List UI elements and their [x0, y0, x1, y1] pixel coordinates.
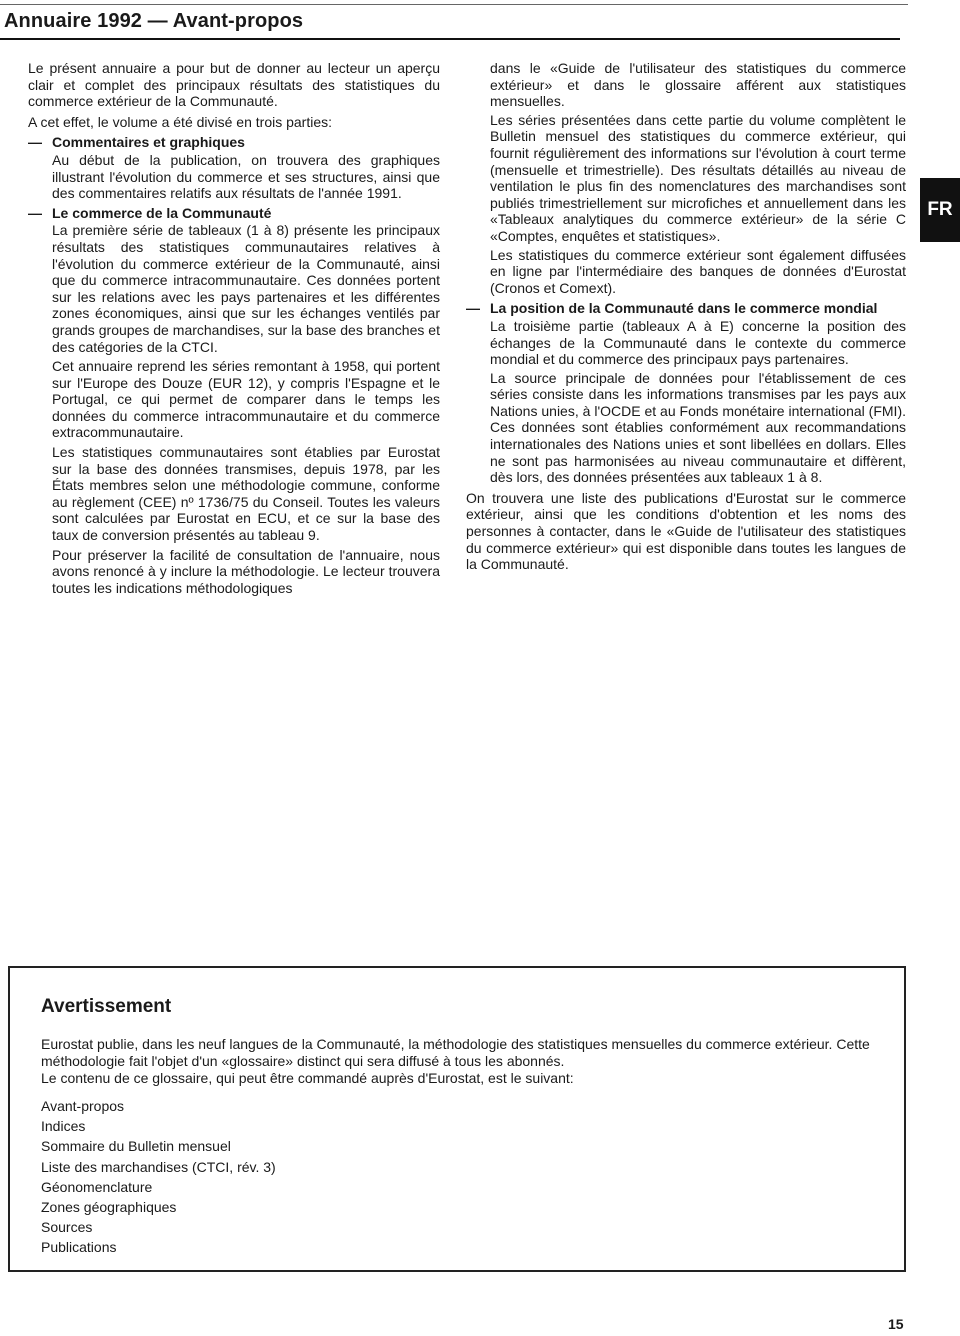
list-item: Sources: [41, 1219, 93, 1236]
list-item: Indices: [41, 1118, 86, 1135]
section-heading-text: La position de la Communauté dans le commerce mondial: [490, 300, 878, 317]
language-tab: FR: [920, 178, 960, 242]
glossary-contents-list: [41, 1096, 276, 1258]
right-column: [466, 60, 906, 577]
section-paragraph: Pour préserver la facilité de consultation de l'annuaire, nous avons renoncé à y inclure la méthodologie. Le lecteur trouvera toutes les indications méthodologiques: [52, 546, 440, 596]
section-heading-text: Le commerce de la Communauté: [52, 204, 272, 221]
section-body: La troisième partie (tableaux A à E) concerne la position des échanges de la Communauté dans le contexte du commerce mondial et du commerce des principaux pays partenaires.: [490, 317, 906, 368]
section-heading-commerce: [28, 205, 440, 222]
section-paragraph: La source principale de données pour l'établissement de ces séries consiste dans les informations transmises par les pays aux Nations unies, à l'OCDE et au Fonds monétaire international (FMI). Ces données sont établies conformément aux recommandations internationales des Nations unies et sont libellées en dollars. Elles ne sont pas harmonisées au niveau communautaire et diffèrent, dès lors, des données présentées aux tableaux 1 à 8.: [490, 369, 906, 486]
header-rule: [0, 38, 900, 40]
closing-paragraph: On trouvera une liste des publications d'Eurostat sur le commerce extérieur, ainsi que les conditions d'obtention et les noms des personnes à contacter, dans le «Guide de l'utilisateur des statistiques du commerce extérieur» qui est disponible dans toutes les langues de la Communauté.: [466, 489, 906, 573]
series-paragraph: Les séries présentées dans cette partie du volume complètent le Bulletin mensuel des statistiques du commerce extérieur, qui fournit régulièrement des informations sur l'évolution à court terme (mensuelle et trimestrielle). Des résultats détaillés au niveau de ventilation le plus fin des nomenclatures des marchandises sont publiés trimestriellement sur microfiches et annuellement dans les «Tableaux analytiques du commerce extérieur» de la série C «Comptes, enquêtes et statistiques».: [490, 111, 906, 244]
section-heading-commentaires: [28, 134, 440, 151]
notice-paragraph: Le contenu de ce glossaire, qui peut être commandé auprès d'Eurostat, est le suivant:: [41, 1070, 574, 1086]
em-dash: —: [28, 204, 42, 221]
notice-body: [41, 1036, 871, 1087]
intro-paragraph: Le présent annuaire a pour but de donner au lecteur un aperçu clair et complet des principaux résultats des statistiques du commerce extérieur de la Communauté.: [28, 60, 440, 110]
list-item: Géonomenclature: [41, 1178, 153, 1195]
division-paragraph: A cet effet, le volume a été divisé en trois parties:: [28, 113, 333, 130]
section-body: Au début de la publication, on trouvera des graphiques illustrant l'évolution du commerce et ses structures, ainsi que des commentaires relatifs aux résultats de l'année 1991.: [52, 151, 440, 202]
em-dash: —: [28, 134, 42, 151]
list-item: Avant-propos: [41, 1098, 125, 1114]
section-heading-text: Commentaires et graphiques: [52, 134, 245, 151]
list-item: Liste des marchandises (CTCI, rév. 3): [41, 1158, 276, 1175]
list-item: Zones géographiques: [41, 1199, 177, 1216]
left-column: [28, 60, 440, 599]
list-item: Publications: [41, 1239, 117, 1256]
section-heading-position: [466, 300, 906, 317]
page-number: 15: [888, 1316, 904, 1332]
page-title: Annuaire 1992 — Avant-propos: [4, 10, 304, 32]
notice-box: [8, 966, 906, 1272]
continued-paragraph: dans le «Guide de l'utilisateur des statistiques du commerce extérieur» et dans le glossaire afférent aux statistiques mensuelles.: [490, 60, 906, 110]
online-paragraph: Les statistiques du commerce extérieur sont également diffusées en ligne par l'intermédiaire des banques de données d'Eurostat (Cronos et Comext).: [490, 246, 906, 296]
notice-paragraph: Eurostat publie, dans les neuf langues de la Communauté, la méthodologie des statistiques mensuelles du commerce extérieur. Cette méthodologie fait l'objet d'un «glossaire» distinct qui sera diffusé à tous les abonnés.: [41, 1036, 870, 1069]
em-dash: —: [466, 300, 480, 317]
notice-title: Avertissement: [41, 996, 172, 1017]
section-paragraph: Les statistiques communautaires sont établies par Eurostat sur la base des données transmises, depuis 1978, par les États membres selon une méthodologie commune, conforme au règlement (CEE) nº 1736/75 du Conseil. Toutes les valeurs sont calculées par Eurostat en ECU, et ce sur la base des taux de conversion présentés au tableau 9.: [52, 444, 440, 544]
section-body: La première série de tableaux (1 à 8) présente les principaux résultats des statistiques communautaires relatives à l'évolution du commerce extérieur de la Communauté, ainsi que du commerce intracommunautaire. Ces données portent sur les relations avec les pays partenaires et les différentes zones économiques, ainsi que sur les échanges ventilés par grands groupes de marchandises, sur la base des branches et des catégories de la CTCI.: [52, 222, 440, 355]
page-header: [0, 0, 900, 40]
section-paragraph: Cet annuaire reprend les séries remontant à 1958, qui portent sur l'Europe des Douze (EUR 12), y compris l'Espagne et le Portugal, ce qui permet de comparer dans le temps les données du commerce intracommunautaire et du commerce extracommunautaire.: [52, 358, 440, 441]
list-item: Sommaire du Bulletin mensuel: [41, 1138, 231, 1155]
